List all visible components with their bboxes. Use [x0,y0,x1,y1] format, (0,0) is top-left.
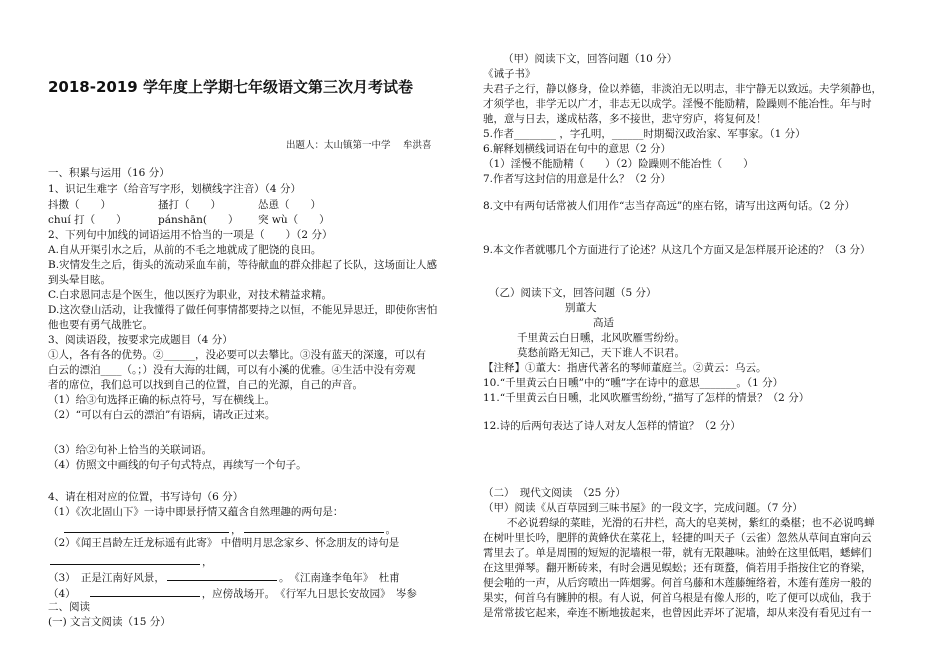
exam-author: 出题人：太山镇第一中学 牟洪喜 [286,140,432,151]
q4-line-1: （1）《次北固山下》一诗中即景抒情又蕴含自然理趣的两句是： [48,506,344,518]
q2-stem: 2、下列句中加线的词语运用不恰当的一项是（ ）（2 分） [48,229,333,241]
q6-sub: （1）淫慢不能励精（ ）（2）险躁则不能冶性（ ） [483,158,754,170]
q4-stem: 4、请在相对应的位置，书写诗句（6 分） [48,491,244,503]
q3-passage: 白云的漂泊____（。；）没有大海的壮阔，可以有小溪的优雅。④生活中没有旁观 [48,364,416,376]
answer-blank[interactable] [50,553,200,565]
modern-text: 是常常拔它起来，牵连不断地拔起来，也曾因此弄坏了泥墙，却从来没有看见过有一 [483,607,872,619]
q3-passage: ①人，各有各的优势。②______，没必要可以去攀比。③没有蓝天的深邃，可以有 [48,349,426,361]
q1-item: 怂恿（ ） [258,199,321,211]
q2-option-b-cont: 到头晕目眩。 [48,274,111,286]
modern-text: 霄里去了。单是周围的短短的泥墙根一带，就有无限趣味。油蛉在这里低唱，蟋蟀们 [483,547,872,559]
q3-sub-2: （2）“可以有白云的漂泊”有语病，请改正过来。 [48,409,276,421]
q1-item: 突 wù（ ） [258,214,330,226]
q4-answer-line: ， 。 [62,521,396,538]
q2-option-a: A.自从开渠引水之后，从前的不毛之地就成了肥饶的良田。 [48,244,322,256]
q2-option-b: B.灾情发生之后，街头的流动采血车前，等待献血的群众排起了长队，这场面让人感 [48,259,438,271]
q3-sub-3: （3）给②句补上恰当的关联词语。 [48,444,213,456]
modern-section-heading: （二） 现代文阅读 （25 分） [483,487,626,499]
jia-text: 才须学也，非学无以广才，非志无以成学。淫慢不能励精，险躁则不能冶性。年与时 [483,98,872,110]
section-2-heading: 二、阅读 [48,601,90,613]
modern-text: 不必说碧绿的菜畦，光滑的石井栏，高大的皂荚树，紫红的桑椹；也不必说鸣蝉 [507,517,875,529]
q1-item: chuí 打（ ） [48,214,127,226]
exam-title: 2018-2019 学年度上学期七年级语文第三次月考试卷 [48,78,413,96]
q4-line-2: （2）《闻王昌龄左迁龙标遥有此寄》 中借明月思念家乡、怀念朋友的诗句是 [48,537,400,549]
q4-line-4: （4） ，应傍战场开。 《行军九日思长安故园》 岑参 [48,585,417,602]
answer-blank[interactable] [64,521,229,533]
poem-author: 高适 [593,317,614,329]
q4-line-3: （3） 正是江南好风景， 。 《江南逢李龟年》 杜甫 [48,569,400,586]
jia-title: 《诫子书》 [483,68,536,80]
q10: 10.“千里黄云白日曛”中的“曛”字在诗中的意思_______。（1 分） [483,377,784,389]
q1-stem: 1、识记生难字（给音写字形，划横线字注音）（4 分） [48,183,301,195]
q3-sub-4: （4）仿照文中画线的句子句式特点，再续写一个句子。 [48,459,307,471]
q9: 9.本文作者就哪几个方面进行了论述？从这几个方面又是怎样展开论述的？（3 分） [483,244,871,256]
yi-heading: （乙）阅读下文，回答问题（5 分） [489,287,657,299]
jia-heading: （甲）阅读下文，回答问题（10 分） [503,53,678,65]
q6: 6.解释划横线词语在句中的意思（2 分） [483,143,672,155]
q2-option-c: C.白求恩同志是个医生，他以医疗为职业，对技术精益求精。 [48,289,332,301]
q3-sub-1: （1）给③句选择正确的标点符号，写在横线上。 [48,394,276,406]
q2-option-d-cont: 他也要有勇气战胜它。 [48,319,153,331]
modern-text: 在这里弹琴。翻开断砖来，有时会遇见蜈蚣；还有斑蝥，倘若用手指按住它的脊梁， [483,562,872,574]
poem-line: 莫愁前路无知己，天下谁人不识君。 [517,347,685,359]
q1-item: 搔打（ ） [158,199,221,211]
modern-text: 便会啪的一声，从后窍喷出一阵烟雾。何首乌藤和木莲藤缠络着，木莲有莲房一般的 [483,577,872,589]
answer-blank[interactable] [90,585,200,597]
q12: 12.诗的后两句表达了诗人对友人怎样的情谊？（2 分） [483,420,741,432]
q7: 7.作者写这封信的用意是什么？（2 分） [483,173,672,185]
q11: 11.“千里黄云白日曛，北风吹雁雪纷纷，”描写了怎样的情景？（2 分） [483,392,810,404]
answer-blank[interactable] [167,569,277,581]
q3-passage: 者的席位，我们总可以找到自己的位置，自己的光源，自己的声音。 [48,379,363,391]
jia-text: 驰，意与日去，遂成枯落，多不接世，悲守穷庐，将复何及！ [483,113,767,125]
answer-blank[interactable] [244,521,384,533]
q8: 8.文中有两句话常被人们用作“志当存高远”的座右铭，请写出这两句话。（2 分） [483,200,856,212]
poem-note: 【注释】①董大：指唐代著名的琴师董庭兰。②黄云：乌云。 [483,362,767,374]
q1-item: pánshān( ） [158,214,239,226]
jia2-heading: （甲）阅读《从百草园到三味书屋》的一段文字，完成问题。（7 分） [483,502,803,514]
modern-text: 果实，何首乌有臃肿的根。有人说，何首乌根是有像人形的，吃了便可以成仙，我于 [483,592,872,604]
q2-option-d: D.这次登山活动，让我懂得了做任何事情都要持之以恒，不能见异思迁，即使你害怕 [48,304,438,316]
q4-answer-line: ， [48,553,213,570]
poem-line: 千里黄云白日曛，北风吹雁雪纷纷。 [517,332,685,344]
section-2-sub: (一) 文言文阅读（15 分） [48,616,171,628]
section-1-heading: 一、积累与运用（16 分） [48,167,170,179]
q3-stem: 3、阅读语段，按要求完成题目（4 分） [48,334,233,346]
q1-item: 抖擞（ ） [48,199,111,211]
jia-text: 夫君子之行，静以修身，俭以养德，非淡泊无以明志，非宁静无以致远。夫学须静也， [483,83,882,95]
modern-text: 在树叶里长吟，肥胖的黄蜂伏在菜花上，轻捷的叫天子（云雀）忽然从草间直窜向云 [483,532,872,544]
q5: 5.作者________ ，字孔明，______时期蜀汉政治家、军事家。（1 分） [483,128,806,140]
poem-title: 别董大 [565,302,597,314]
